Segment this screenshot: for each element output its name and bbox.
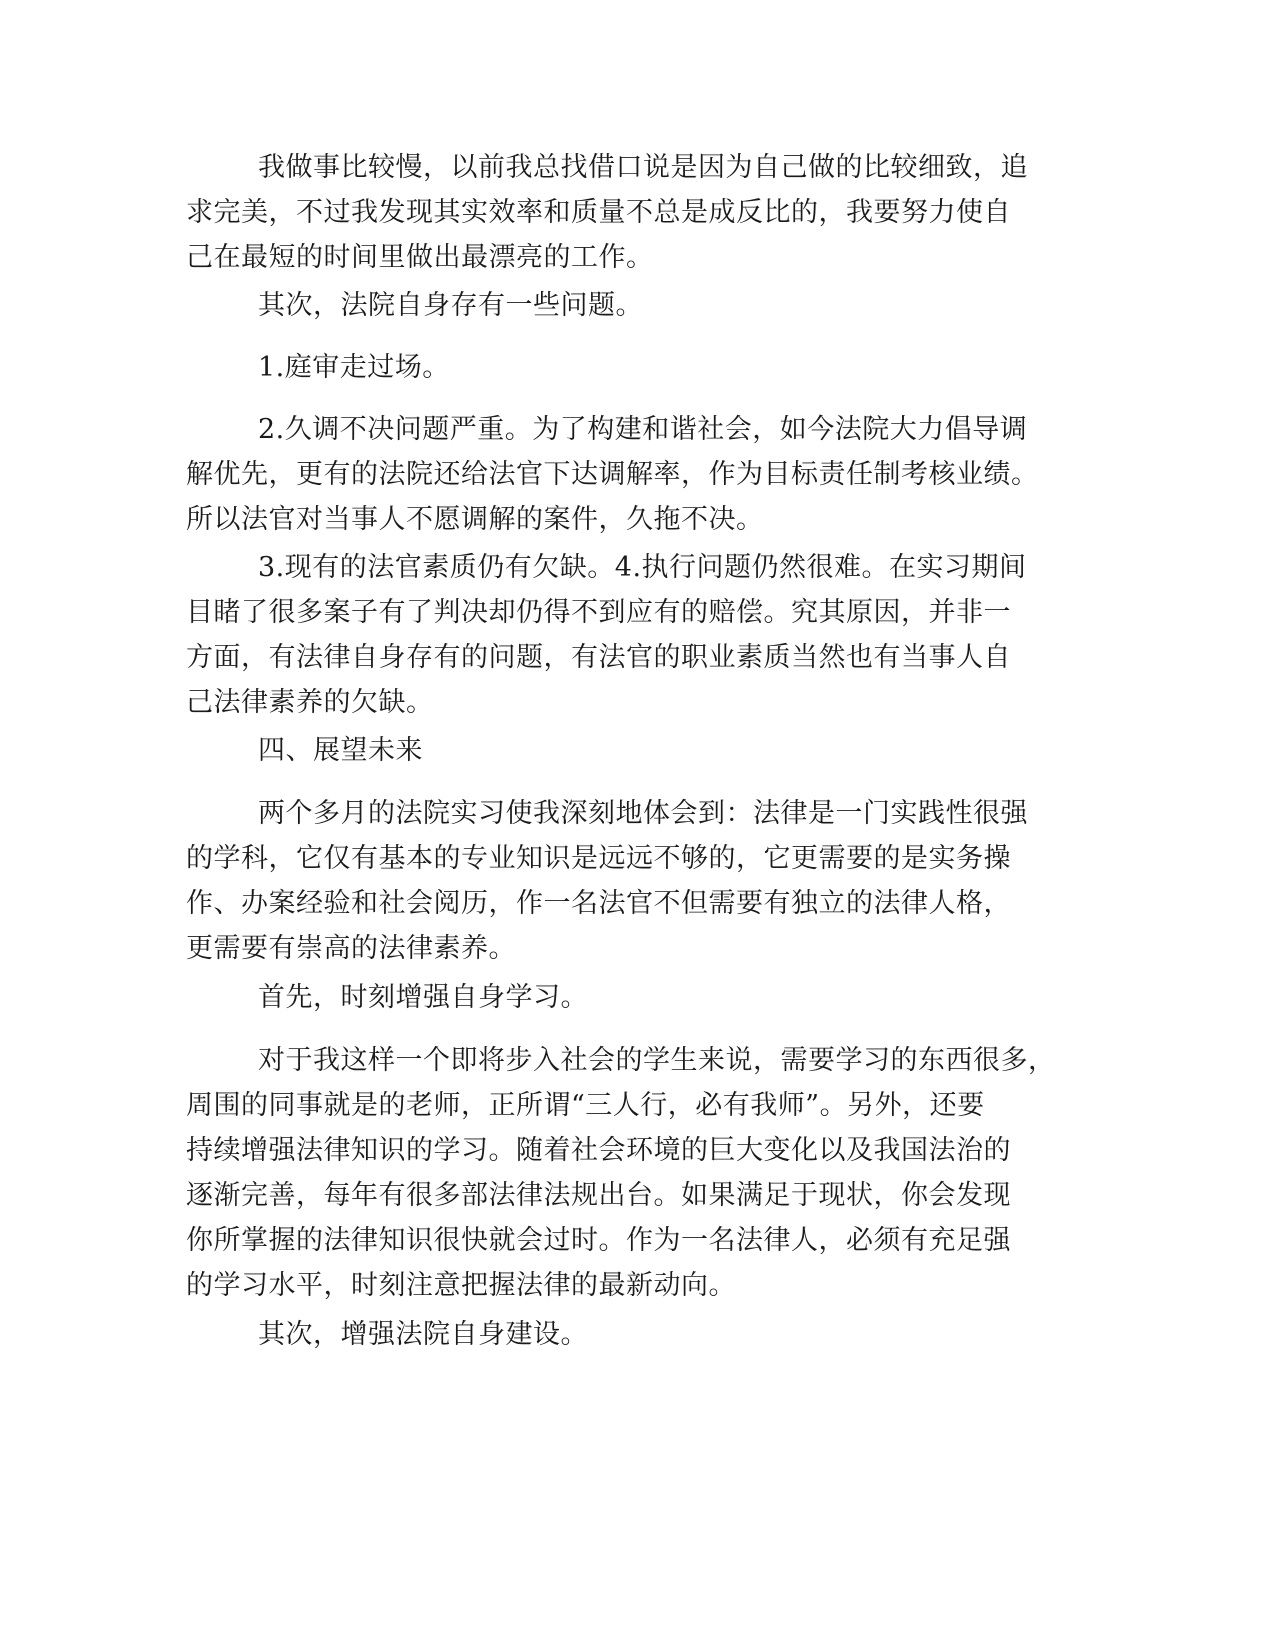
- paragraph-issue-2: [186, 407, 1039, 542]
- paragraph-issue-3-4: [186, 545, 1027, 725]
- section-heading-outlook: [186, 728, 423, 773]
- text-line: 作、办案经验和社会阅历，作一名法官不但需要有独立的法律人格，: [186, 888, 1011, 919]
- text-line: 己在最短的时间里做出最漂亮的工作。: [186, 242, 654, 273]
- text-line: 的学习水平，时刻注意把握法律的最新动向。: [186, 1270, 736, 1301]
- text-line: 2.久调不决问题严重。为了构建和谐社会，如今法院大力倡导调: [258, 414, 1028, 445]
- paragraph-continuous-learning: [186, 1038, 1056, 1308]
- text-line: 己法律素养的欠缺。: [186, 687, 434, 718]
- text-line: 对于我这样一个即将步入社会的学生来说，需要学习的东西很多，: [258, 1045, 1056, 1076]
- paragraph-issue-1: [186, 345, 450, 390]
- text-line: 首先，时刻增强自身学习。: [258, 982, 588, 1013]
- text-line: 持续增强法律知识的学习。随着社会环境的巨大变化以及我国法治的: [186, 1135, 1011, 1166]
- text-line: 解优先，更有的法院还给法官下达调解率，作为目标责任制考核业绩。: [186, 459, 1039, 490]
- paragraph-internship-reflection: [186, 791, 1028, 971]
- text-line: 1.庭审走过场。: [258, 352, 450, 383]
- text-line: 我做事比较慢，以前我总找借口说是因为自己做的比较细致，追: [258, 152, 1028, 183]
- text-line: 其次，法院自身存有一些问题。: [258, 290, 643, 321]
- text-line: 你所掌握的法律知识很快就会过时。作为一名法律人，必须有充足强: [186, 1225, 1011, 1256]
- paragraph-first-point: [186, 975, 588, 1020]
- text-line: 的学科，它仅有基本的专业知识是远远不够的，它更需要的是实务操: [186, 843, 1011, 874]
- text-line: 逐渐完善，每年有很多部法律法规出台。如果满足于现状，你会发现: [186, 1180, 1011, 1211]
- paragraph-court-issues-heading: [186, 283, 643, 328]
- text-line: 其次，增强法院自身建设。: [258, 1319, 588, 1350]
- paragraph-work-efficiency: [186, 145, 1028, 280]
- text-line: 所以法官对当事人不愿调解的案件，久拖不决。: [186, 504, 764, 535]
- text-line: 周围的同事就是的老师，正所谓“三人行，必有我师”。另外，还要: [186, 1090, 985, 1121]
- text-line: 四、展望未来: [258, 735, 423, 766]
- paragraph-second-point: [186, 1312, 588, 1357]
- text-line: 求完美，不过我发现其实效率和质量不总是成反比的，我要努力使自: [186, 197, 1011, 228]
- text-line: 更需要有崇高的法律素养。: [186, 933, 516, 964]
- text-line: 两个多月的法院实习使我深刻地体会到：法律是一门实践性很强: [258, 798, 1028, 829]
- text-line: 方面，有法律自身存有的问题，有法官的职业素质当然也有当事人自: [186, 642, 1011, 673]
- text-line: 3.现有的法官素质仍有欠缺。4.执行问题仍然很难。在实习期间: [258, 552, 1027, 583]
- text-line: 目睹了很多案子有了判决却仍得不到应有的赔偿。究其原因，并非一: [186, 597, 1011, 628]
